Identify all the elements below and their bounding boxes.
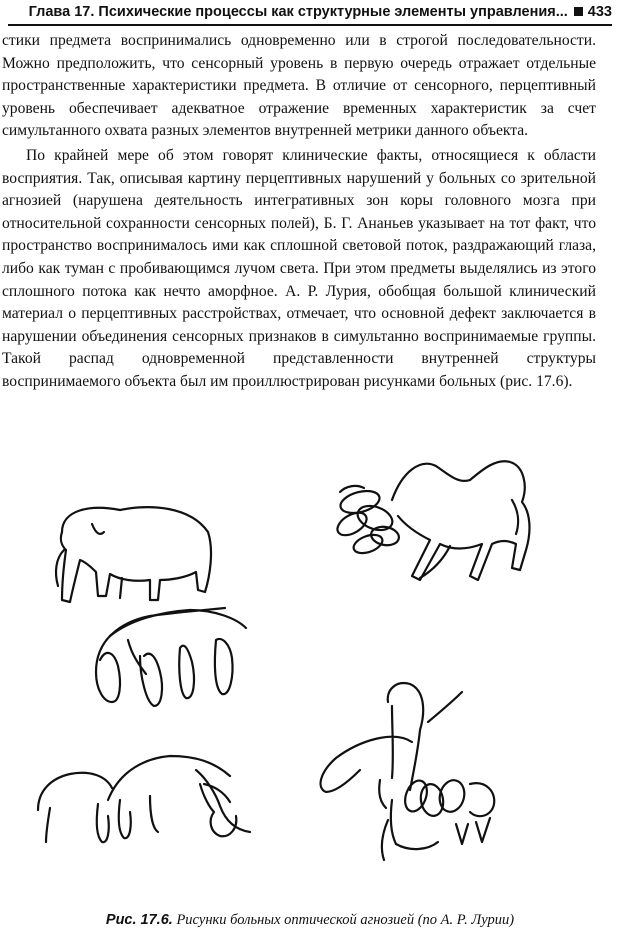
caption-label: Рис. 17.6. (105, 912, 173, 928)
square-bullet-icon (574, 7, 583, 16)
camel-drawing (334, 461, 530, 580)
caption-text: Рисунки больных оптической агнозией (по А. Р. Лурии) (176, 912, 515, 928)
paragraph-2: По крайней мере об этом говорят клинические факты, относящиеся к области восприятия. Так, описывая картину перцептивных нарушений у больных со зрительной агнозией (нарушена деятельность интегративных зон коры головного мозга при относительной сохранности сенсорных полей), Б. Г. Ананьев указывает на тот факт, что пространство воспринималось ими как сплошной световой поток, раздражающий глаза, либо как туман с пробивающимся лучом света. При этом предметы выделялись из этого сплошного потока как нечто аморфное. А. Р. Лурия, обобщая большой клинический материал о перцептивных расстройствах, отмечает, что основной дефект заключается в нарушении объединения сенсорных признаков в симультанно воспринимаемые группы. Такой распад одновременной представленности внутренней структуры воспринимаемого объекта был им проиллюстрирован рисунками больных (рис. 17.6). (2, 146, 596, 390)
figure-caption (0, 910, 620, 930)
patient-drawings-illustration (0, 440, 620, 910)
fragmented-elephant-drawing-2 (38, 756, 250, 842)
fragmented-rabbit-drawing (321, 683, 495, 860)
elephant-drawing (56, 507, 211, 602)
running-header (8, 2, 612, 26)
paragraph-1: стики предмета воспринимались одновременно или в строгой последовательности. Можно предположить, что сенсорный уровень в первую очередь отражает отдельные пространственные характеристики предмета. В отличие от сенсорного, перцептивный уровень обеспечивает адекватное отражение временных характеристик за счет симультанного охвата разных элементов внутренней метрики данного объекта. (2, 32, 596, 140)
fragmented-elephant-drawing-1 (96, 608, 246, 706)
figure-drawings (0, 440, 620, 910)
chapter-title: Глава 17. Психические процессы как структурные элементы управления... (28, 4, 568, 20)
page-number: 433 (587, 4, 612, 20)
body-text (2, 30, 596, 394)
